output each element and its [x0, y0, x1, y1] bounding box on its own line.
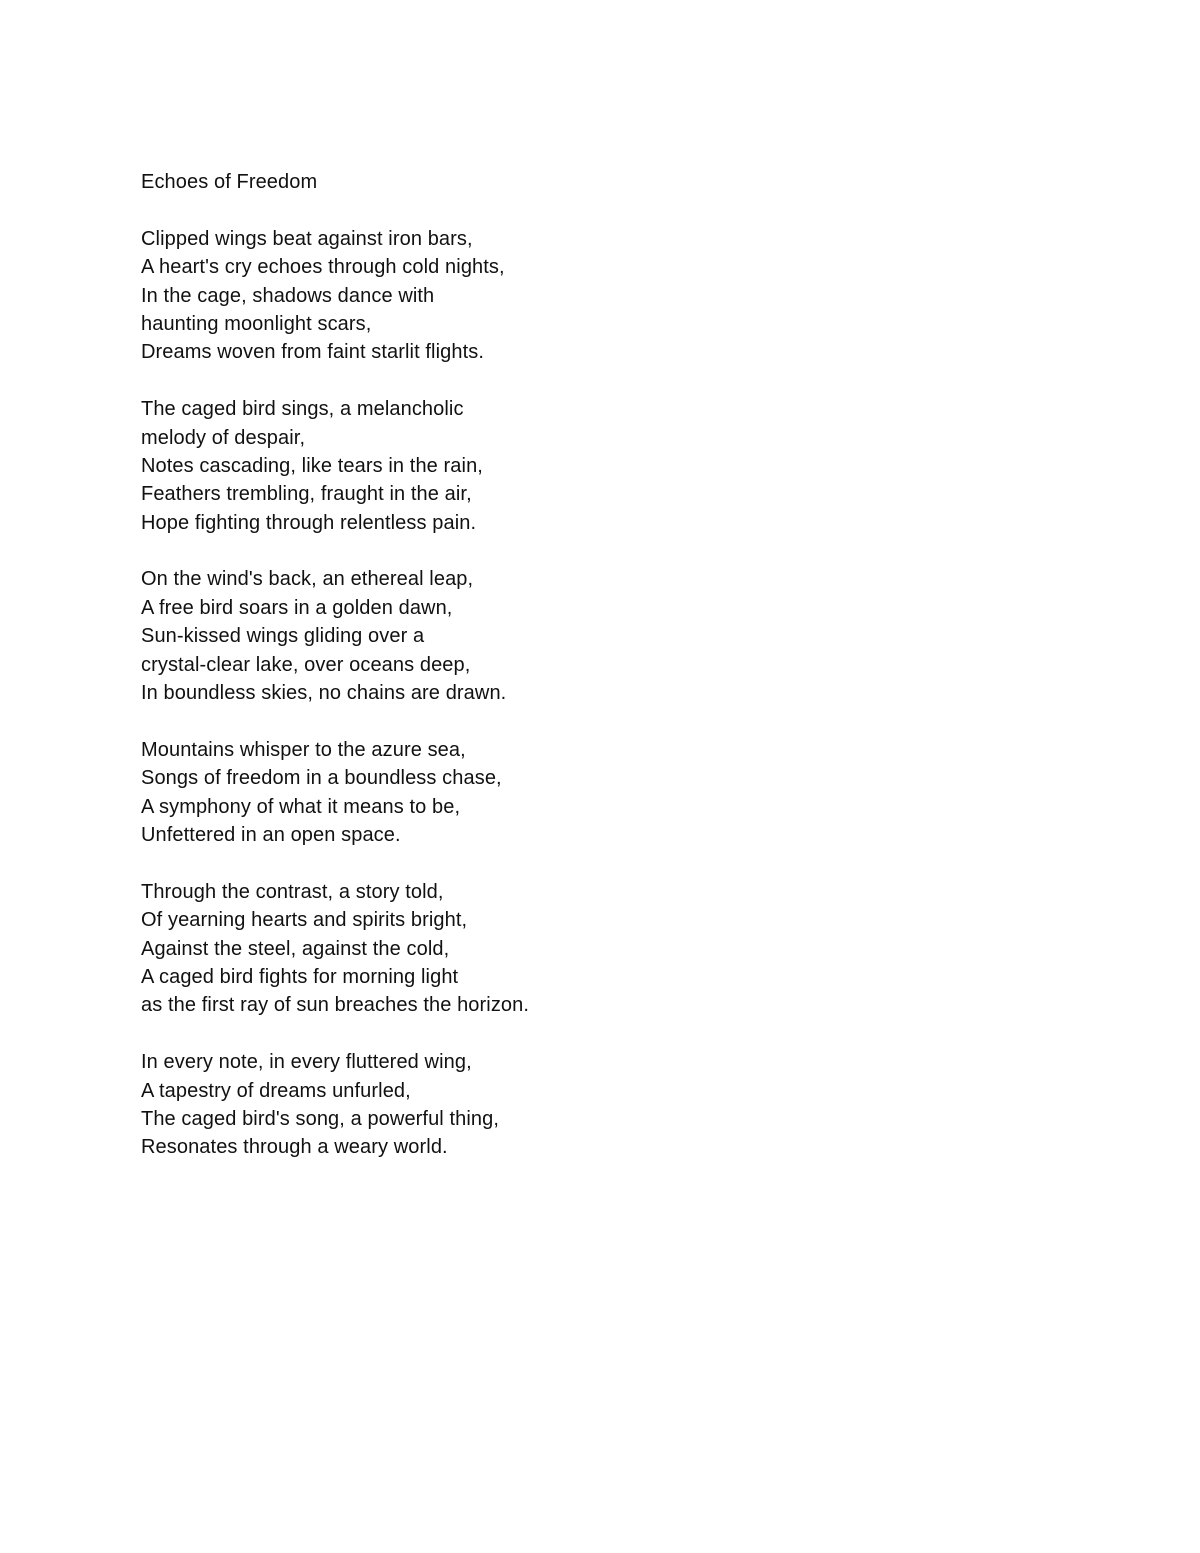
- poem-line: A tapestry of dreams unfurled,: [141, 1079, 411, 1102]
- stanza-6: [141, 1048, 1041, 1162]
- poem-line: crystal-clear lake, over oceans deep,: [141, 653, 471, 676]
- poem-line: In boundless skies, no chains are drawn.: [141, 682, 507, 705]
- poem-line: A heart's cry echoes through cold nights,: [141, 256, 505, 279]
- poem-line: haunting moonlight scars,: [141, 312, 372, 335]
- stanza-5: [141, 878, 1041, 1020]
- poem-line: Notes cascading, like tears in the rain,: [141, 454, 483, 477]
- poem-line: On the wind's back, an ethereal leap,: [141, 568, 474, 591]
- stanza-2: [141, 395, 1041, 537]
- poem-line: Of yearning hearts and spirits bright,: [141, 909, 468, 932]
- poem-line: melody of despair,: [141, 426, 306, 449]
- poem-line: Mountains whisper to the azure sea,: [141, 738, 466, 761]
- poem-line: A free bird soars in a golden dawn,: [141, 596, 453, 619]
- poem-title: Echoes of Freedom: [141, 171, 318, 193]
- poem-line: In the cage, shadows dance with: [141, 284, 435, 307]
- poem-line: Resonates through a weary world.: [141, 1136, 448, 1159]
- poem-line: The caged bird's song, a powerful thing,: [141, 1107, 500, 1130]
- stanza-3: [141, 565, 1041, 707]
- poem-line: A caged bird fights for morning light: [141, 965, 459, 988]
- poem-line: Against the steel, against the cold,: [141, 937, 450, 960]
- poem-line: as the first ray of sun breaches the horizon.: [141, 994, 530, 1017]
- poem-line: A symphony of what it means to be,: [141, 795, 461, 818]
- poem-line: The caged bird sings, a melancholic: [141, 398, 464, 421]
- poem: [141, 168, 1041, 1162]
- poem-line: Dreams woven from faint starlit flights.: [141, 341, 484, 364]
- poem-line: Clipped wings beat against iron bars,: [141, 227, 473, 250]
- stanza-4: [141, 736, 1041, 850]
- poem-line: Hope fighting through relentless pain.: [141, 511, 477, 534]
- poem-line: Through the contrast, a story told,: [141, 880, 444, 903]
- poem-line: Unfettered in an open space.: [141, 823, 401, 846]
- poem-line: Songs of freedom in a boundless chase,: [141, 767, 502, 790]
- poem-line: In every note, in every fluttered wing,: [141, 1051, 472, 1074]
- poem-line: Sun-kissed wings gliding over a: [141, 625, 425, 648]
- poem-line: Feathers trembling, fraught in the air,: [141, 483, 472, 506]
- stanza-1: [141, 225, 1041, 367]
